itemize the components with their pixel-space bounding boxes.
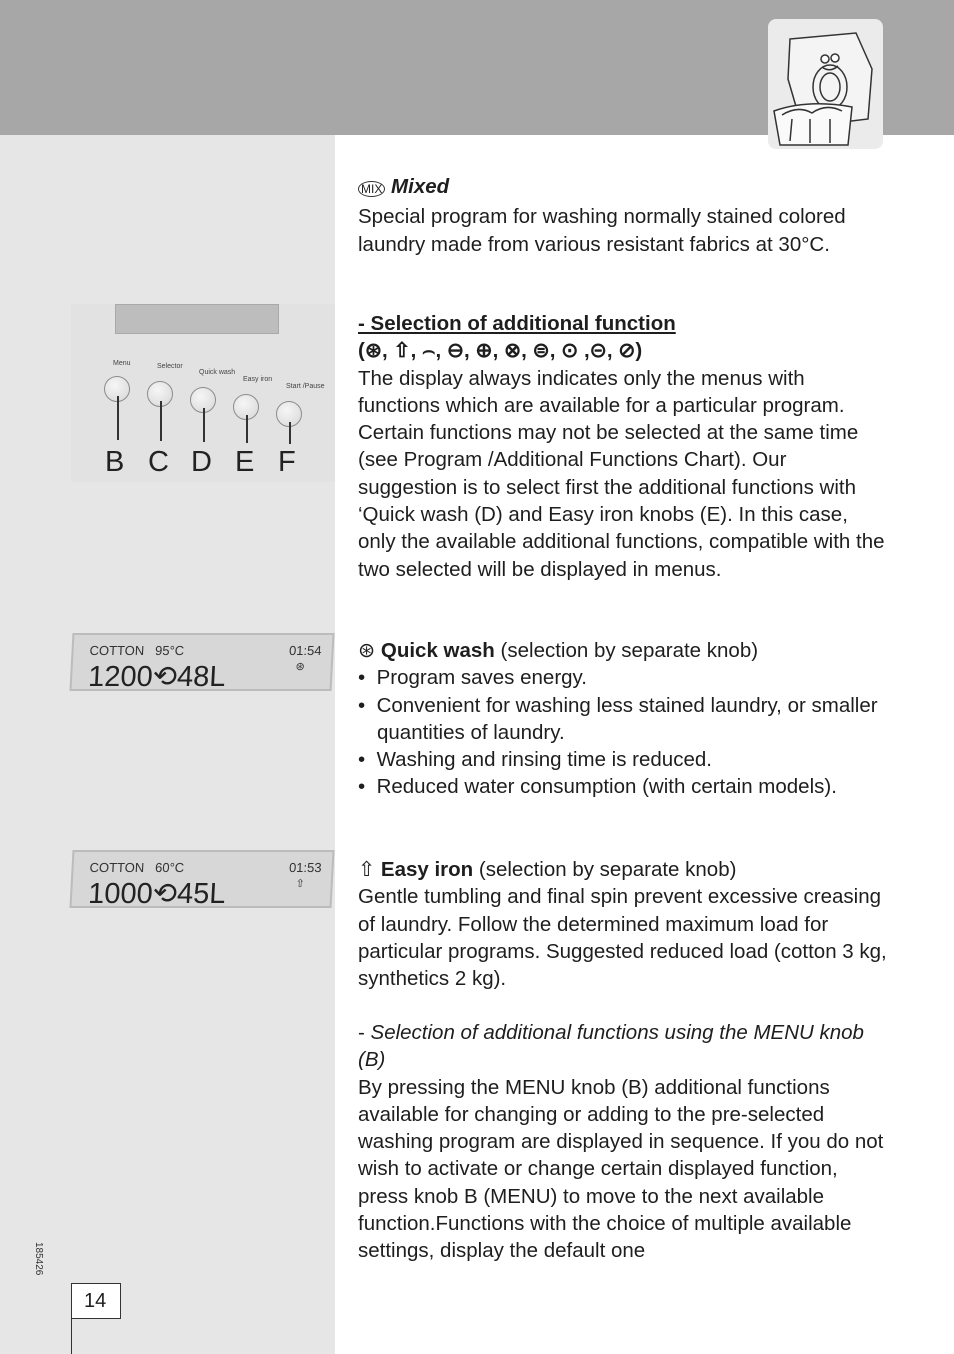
pointer-line — [289, 422, 291, 444]
function-icons-row: (⊛, ⇧, ⌢, ⊖, ⊕, ⊗, ⊜, ⊙ ,⊝, ⊘) — [358, 339, 643, 363]
menu-knob-section — [358, 1019, 888, 1265]
quick-wash-icon: ⊛ — [358, 639, 376, 662]
easy-iron-text: Gentle tumbling and final spin prevent excessive creasing of laundry. Follow the determined maximum load for particular programs. Suggested reduced load (cotton 3 kg, synthetics 2 kg). — [358, 885, 887, 991]
list-item: • Washing and rinsing time is reduced. — [358, 748, 712, 772]
heading-prefix: - — [358, 1021, 371, 1044]
page-number-box — [71, 1283, 121, 1319]
page-number: 14 — [84, 1290, 107, 1312]
mixed-title: Mixed — [391, 175, 450, 198]
mixed-text: Special program for washing normally stained colored laundry made from various resistant fabrics at 30°C. — [358, 205, 846, 256]
document-number: 185426 — [33, 1242, 44, 1276]
letter-c: C — [148, 446, 169, 478]
lcd-display-quick-wash — [69, 633, 334, 691]
easy-iron-icon: ⇧ — [358, 858, 376, 881]
easy-iron-section — [358, 856, 888, 992]
display-slot — [115, 304, 279, 334]
letter-d: D — [191, 446, 212, 478]
mix-icon: MIX — [358, 181, 385, 197]
control-panel-illustration — [71, 304, 335, 482]
pointer-line — [117, 396, 119, 440]
menu-section-text: By pressing the MENU knob (B) additional functions available for changing or adding to the pre-selected washing program are displayed in sequence. If you do not wish to activate or change certain displayed function, press knob B (MENU) to move to the next available function.Functions with the choice of multiple available settings, display the default one — [358, 1075, 884, 1263]
washing-machine-mascot-icon — [768, 19, 883, 149]
letter-b: B — [105, 446, 125, 478]
lcd-speed-water: 1000⟲45L — [87, 878, 227, 910]
lcd-program: COTTON 95°C — [89, 643, 185, 658]
lcd-program: COTTON 60°C — [89, 860, 185, 875]
lcd-time: 01:54 — [288, 643, 322, 658]
knob-label-quick-wash: Quick wash — [199, 369, 236, 376]
lcd-time: 01:53 — [288, 860, 322, 875]
quick-wash-section — [358, 637, 888, 801]
easy-iron-title: Easy iron — [380, 858, 474, 881]
pointer-line — [160, 401, 162, 441]
quick-wash-title: Quick wash — [380, 639, 495, 662]
additional-heading: - Selection of additional function — [358, 312, 676, 335]
lcd-speed-water: 1200⟲48L — [87, 661, 227, 693]
list-item: • Reduced water consumption (with certain models). — [358, 775, 837, 799]
letter-e: E — [235, 446, 255, 478]
knob-label-easy-iron: Easy iron — [243, 376, 273, 383]
page-number-rule — [71, 1319, 72, 1354]
list-item: • Convenient for washing less stained laundry, or smaller quantities of laundry. — [358, 693, 878, 744]
menu-section-heading: Selection of additional functions using the MENU knob (B) — [358, 1021, 864, 1072]
additional-text: The display always indicates only the menus with functions which are available for a particular program. Certain functions may not be selected at the same time (see Program /Additional Functions Chart). Our suggestion is to select first the additional functions with ‘Quick wash (D) and Easy iron knobs (E). In this case, only the available additional functions, compatible with the two selected will be displayed in menus. — [358, 366, 885, 581]
list-item: • Program saves energy. — [358, 666, 587, 690]
easy-iron-subtitle: (selection by separate knob) — [478, 858, 737, 881]
knob-label-start-pause: Start /Pause — [286, 383, 325, 390]
knob-label-menu: Menu — [113, 360, 131, 367]
knob-label-selector: Selector — [157, 363, 183, 370]
easy-iron-icon: ⇧ — [295, 878, 306, 890]
quick-wash-icon: ⊛ — [295, 661, 306, 673]
pointer-line — [246, 415, 248, 443]
pointer-line — [203, 408, 205, 442]
quick-wash-subtitle: (selection by separate knob) — [500, 639, 759, 662]
letter-f: F — [278, 446, 296, 478]
lcd-display-easy-iron — [69, 850, 334, 908]
mixed-section — [358, 173, 888, 258]
additional-function-section — [358, 310, 888, 583]
